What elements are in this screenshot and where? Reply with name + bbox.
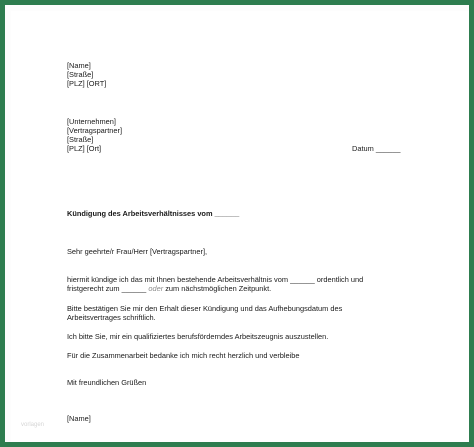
sender-city: [PLZ] [ORT] [67, 79, 107, 88]
closing: Mit freundlichen Grüßen [67, 378, 147, 387]
body-paragraph-2-line-1: Bitte bestätigen Sie mir den Erhalt dieser Kündigung und das Aufhebungsdatum des [67, 304, 343, 313]
body-text-segment: fristgerecht zum ______ [67, 284, 147, 293]
recipient-street: [Straße] [67, 135, 94, 144]
recipient-city: [PLZ] [Ort] [67, 144, 102, 153]
signature-name: [Name] [67, 414, 91, 423]
letter-page [11, 11, 473, 447]
watermark: vorlagen [21, 422, 45, 428]
sender-name: [Name] [67, 61, 91, 70]
salutation: Sehr geehrte/r Frau/Herr [Vertragspartner], [67, 247, 208, 256]
body-paragraph-1-line-2 [67, 284, 271, 293]
recipient-company: [Unternehmen] [67, 117, 116, 126]
body-paragraph-1-line-1: hiermit kündige ich das mit Ihnen bestehende Arbeitsverhältnis vom ______ ordentlich und [67, 275, 364, 284]
body-paragraph-3: Ich bitte Sie, mir ein qualifiziertes berufsförderndes Arbeitszeugnis auszustellen. [67, 332, 329, 341]
alternative-hint: oder [148, 284, 164, 293]
body-text-segment: zum nächstmöglichen Zeitpunkt. [165, 284, 272, 293]
signature-placeholder: [Unterschrift] [67, 442, 114, 447]
subject-line: Kündigung des Arbeitsverhältnisses vom ______ [67, 209, 240, 218]
recipient-partner: [Vertragspartner] [67, 126, 123, 135]
date-line: Datum ______ [352, 144, 401, 153]
body-paragraph-4: Für die Zusammenarbeit bedanke ich mich recht herzlich und verbleibe [67, 351, 300, 360]
sender-street: [Straße] [67, 70, 94, 79]
body-paragraph-2-line-2: Arbeitsvertrages schriftlich. [67, 313, 156, 322]
